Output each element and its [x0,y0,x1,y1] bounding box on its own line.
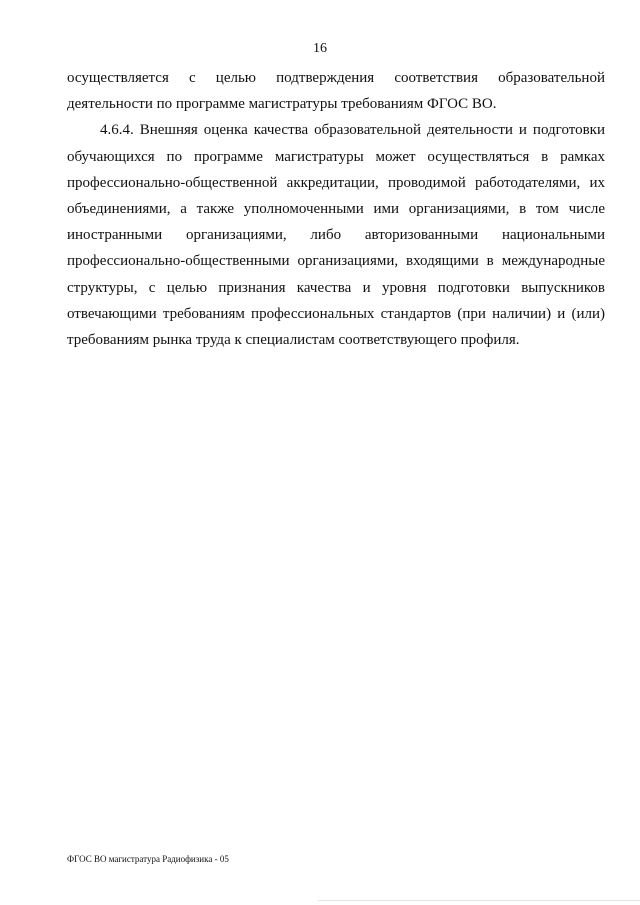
text-line: профессионально-общественными организациями, входящими в международные [67,253,605,270]
text-line: иностранными организациями, либо авторизованными национальными [67,227,605,244]
text-line: объединениями, а также уполномоченными ими организациями, в том числе [67,200,605,217]
document-body [67,68,605,356]
text-line: отвечающими требованиям профессиональных стандартов (при наличии) и (или) [67,305,605,322]
text-line: требованиям рынка труда к специалистам соответствующего профиля. [67,331,520,348]
text-line: 4.6.4. Внешняя оценка качества образовательной деятельности и подготовки [100,122,605,139]
scan-edge-line [318,900,640,901]
page-number: 16 [313,41,327,56]
paragraph-4-6-4 [67,120,605,356]
text-line: обучающихся по программе магистратуры может осуществляться в рамках [67,148,605,165]
text-line: структуры, с целью признания качества и уровня подготовки выпускников [67,279,605,296]
text-line: деятельности по программе магистратуры требованиям ФГОС ВО. [67,96,497,113]
text-line: профессионально-общественной аккредитации, проводимой работодателями, их [67,174,605,191]
paragraph-continuation [67,68,605,120]
page-footer: ФГОС ВО магистратура Радиофизика - 05 [67,854,229,864]
text-line: осуществляется с целью подтверждения соответствия образовательной [67,70,605,86]
